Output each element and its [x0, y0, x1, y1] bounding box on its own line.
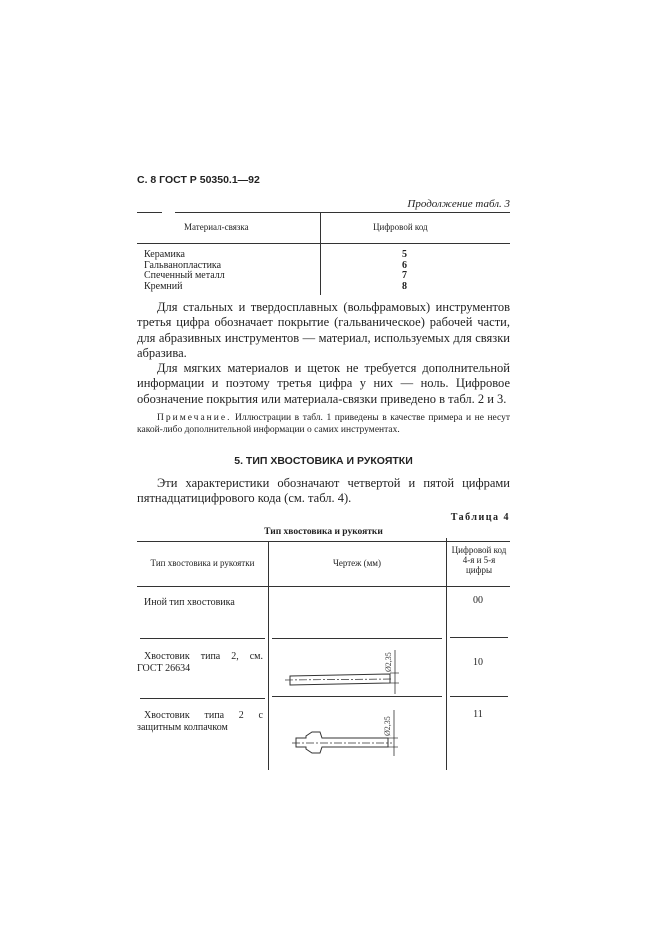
note [137, 413, 510, 436]
column-divider [268, 541, 269, 770]
shank-with-cap-drawing [292, 706, 407, 758]
table-row-code: 11 [473, 708, 483, 720]
rule [137, 586, 510, 587]
code-cell: 7 [402, 270, 407, 281]
table4-header-type: Тип хвостовика и рукоятки [150, 557, 255, 568]
table3-materials [144, 250, 225, 292]
table4 [137, 541, 510, 771]
dimension-label: Ø2,35 [384, 651, 393, 672]
table-row: Керамика [144, 249, 185, 260]
table-row-code: 10 [473, 656, 483, 668]
table3-header-material: Материал-связка [184, 222, 249, 232]
rule [140, 698, 265, 699]
rule [137, 541, 510, 542]
table-row-type: Хвостовик типа 2 с защитным колпачком [137, 709, 263, 733]
rule [137, 212, 162, 213]
paragraph: Для мягких материалов и щеток не требуется дополнительной информации и поэтому третья цифра у них — ноль. Цифровое обозначение покрытия или материала-связки приведено в табл. 2 и 3. [137, 361, 510, 406]
table-row-code: 00 [473, 594, 483, 606]
table-row: Гальванопластика [144, 259, 222, 271]
table3-header-code: Цифровой код [373, 222, 428, 232]
body-flow [137, 300, 510, 771]
code-cell: 6 [402, 259, 407, 271]
rule [272, 638, 442, 639]
page-header: С. 8 ГОСТ Р 50350.1—92 [137, 174, 260, 186]
table3-codes [402, 250, 407, 292]
table4-header-code: Цифровой код 4-я и 5-я цифры [451, 544, 507, 575]
rule [137, 243, 510, 244]
table4-header-drawing: Чертеж (мм) [332, 557, 381, 568]
rule [272, 696, 442, 697]
rule [140, 638, 265, 639]
paragraph: Эти характеристики обозначают четвертой и пятой цифрами пятнадцатицифрового кода (см. табл. 4). [137, 476, 510, 506]
dimension-label: Ø2,35 [383, 715, 392, 736]
note-text: Иллюстрации в табл. 1 приведены в качестве примера и не несут какой-либо дополнительной информации о самих инструментах. [137, 413, 510, 435]
rule [450, 637, 508, 638]
table-continuation-label: Продолжение табл. 3 [407, 198, 510, 210]
note-label: Примечание. [157, 413, 232, 424]
section-heading: 5. ТИП ХВОСТОВИКА И РУКОЯТКИ [234, 455, 413, 468]
table4-title: Тип хвостовика и рукоятки [264, 526, 383, 537]
paragraph: Для стальных и твердосплавных (вольфрамовых) инструментов третья цифра обозначает покрытие (гальваническое) рабочей части, для абразивных инструментов — материал, используемых для связки абразива. [137, 300, 510, 360]
table-row: Спеченный металл [144, 270, 225, 281]
table-row-type: Хвостовик типа 2, см. ГОСТ 26634 [137, 650, 263, 674]
table-row-type: Иной тип хвостовика [144, 596, 235, 608]
code-cell: 5 [402, 249, 407, 260]
table-row: Кремний [144, 280, 183, 292]
rule [175, 212, 510, 213]
rule [450, 696, 508, 697]
code-cell: 8 [402, 280, 407, 292]
table4-label: Таблица 4 [450, 511, 510, 523]
shank-type-2-drawing [285, 642, 405, 694]
column-divider [320, 213, 321, 295]
column-divider [446, 538, 447, 770]
